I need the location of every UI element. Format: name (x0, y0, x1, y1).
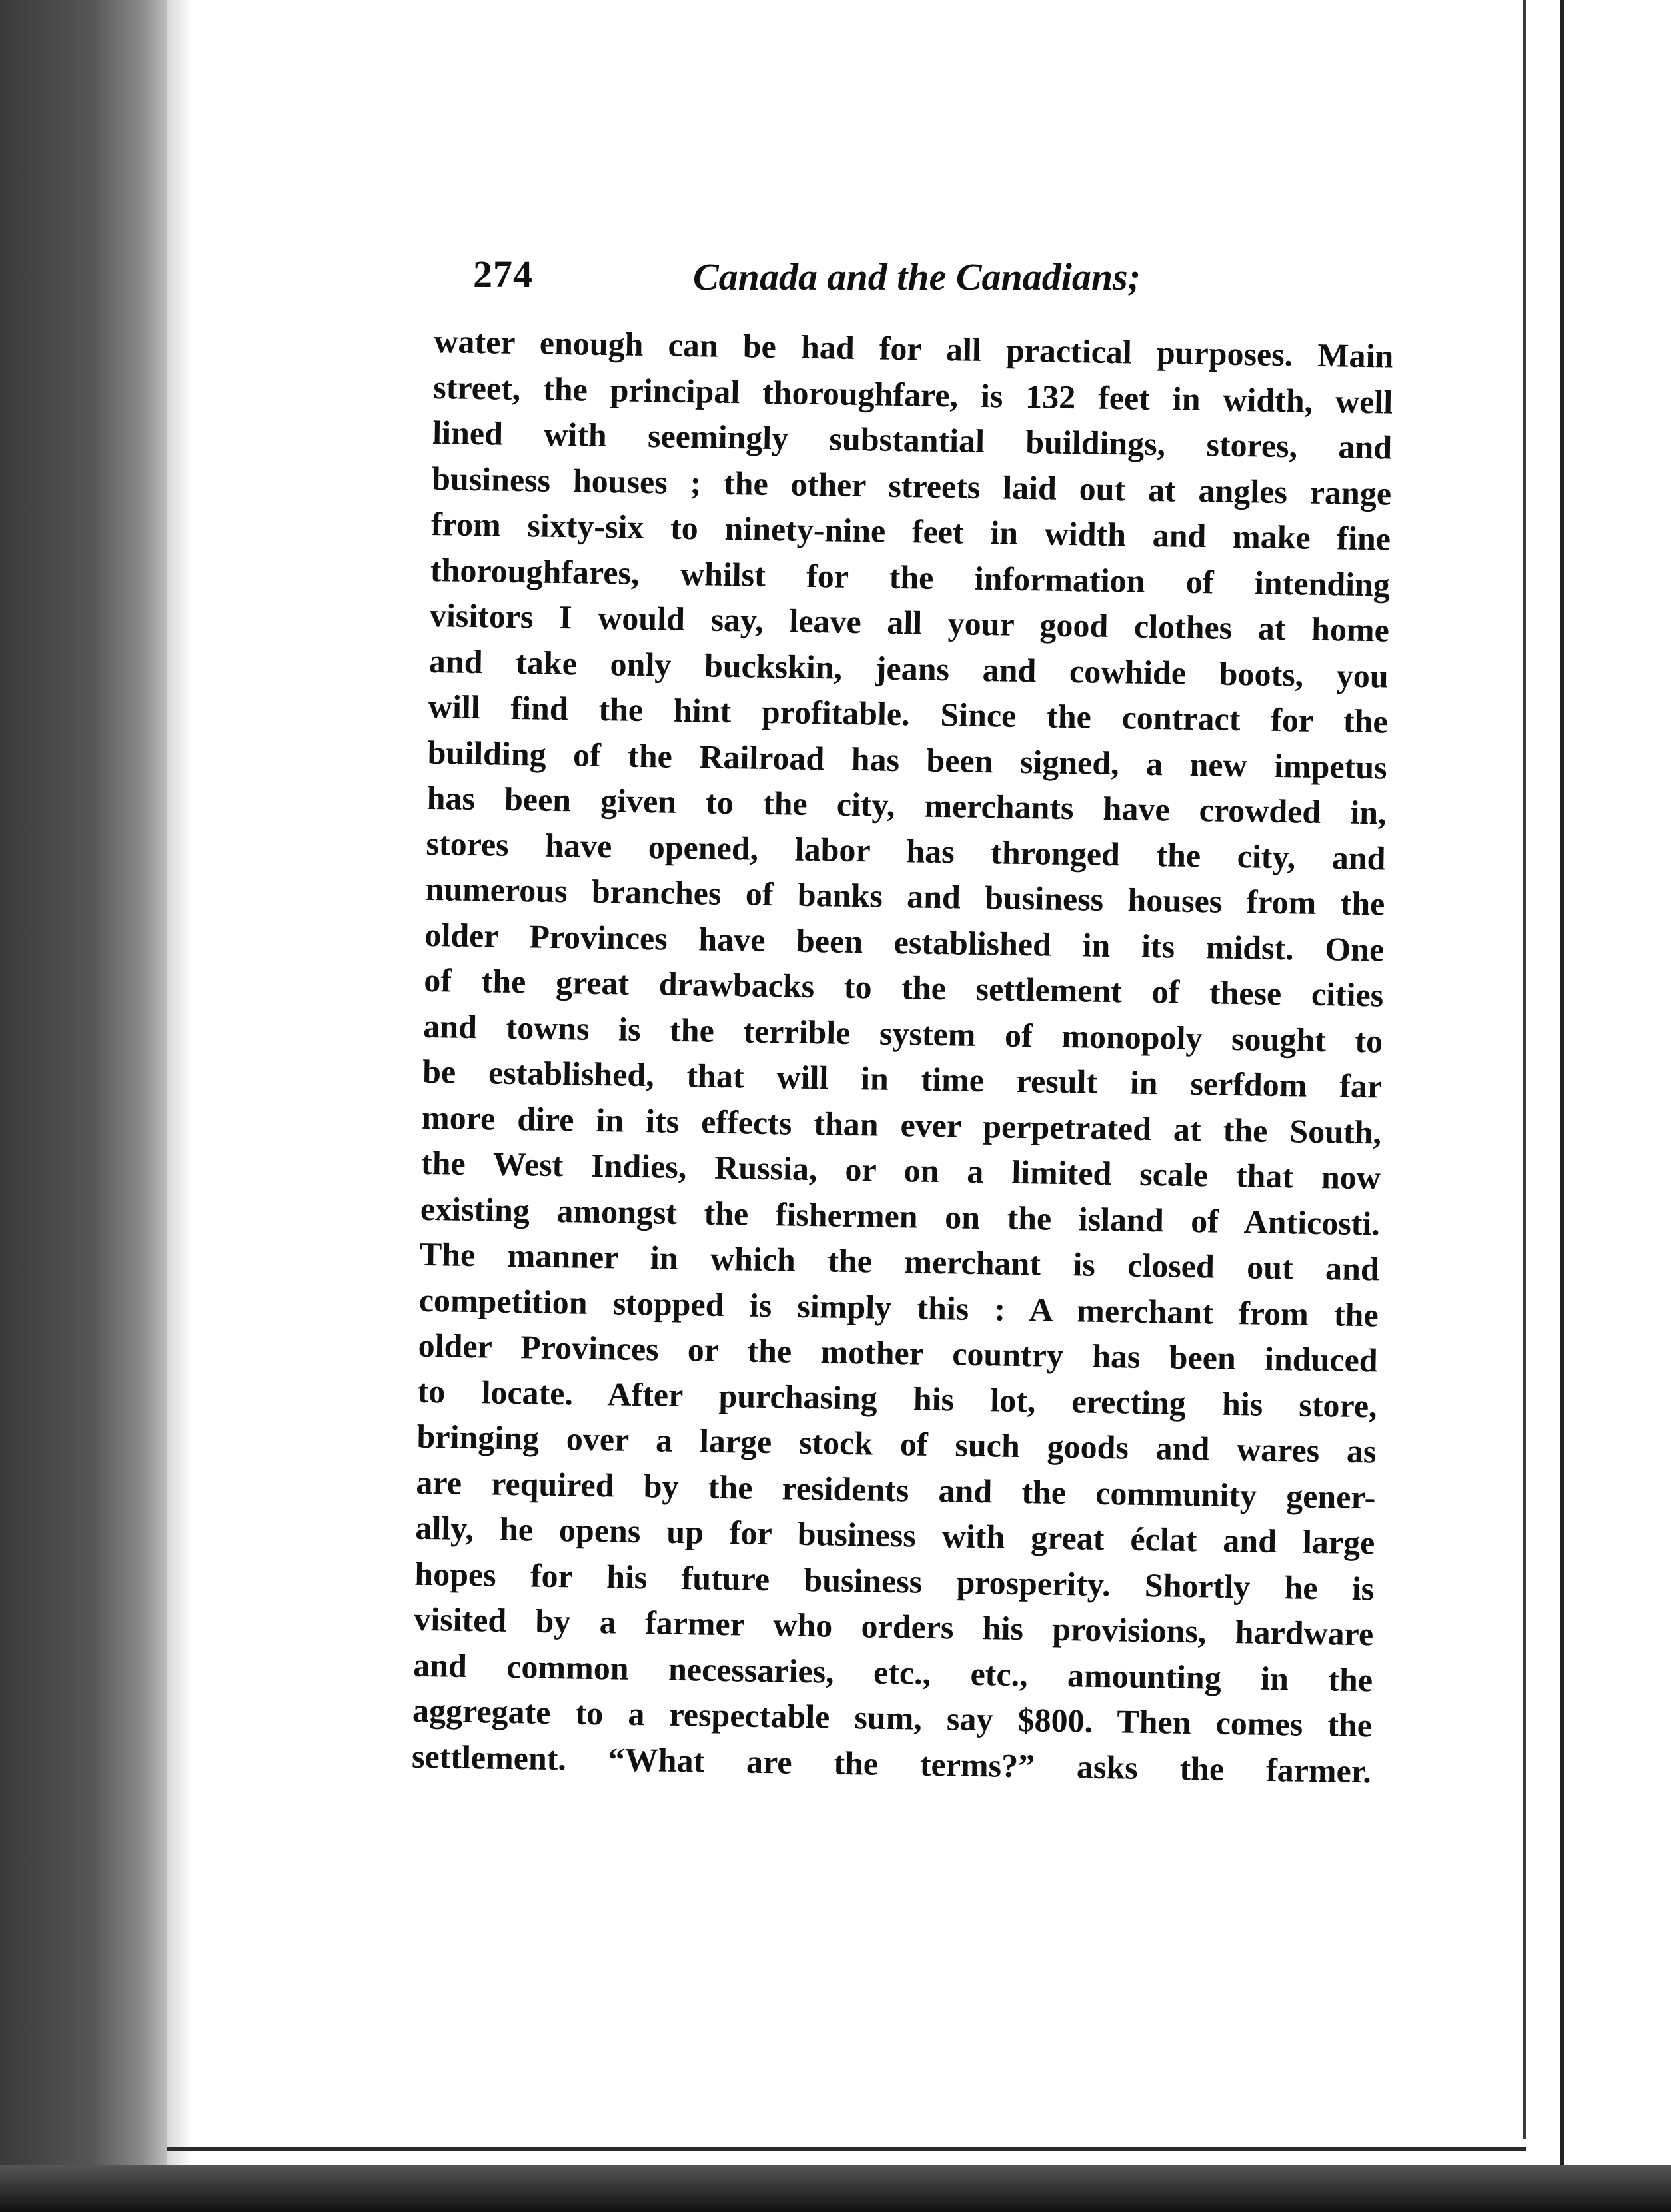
running-title: Canada and the Canadians; (693, 255, 1141, 298)
text-line: are required by the residents and the community gener- (416, 1463, 1376, 1516)
text-line: of the great drawbacks to the settlement of these cities (423, 961, 1384, 1014)
text-line: aggregate to a respectable sum, say $800. Then comes the (412, 1691, 1373, 1744)
text-line: and common necessaries, etc., etc., amounting in the (412, 1646, 1373, 1698)
text-line: existing amongst the fishermen on the island of Anticosti. (420, 1189, 1381, 1242)
text-line: settlement. “What are the terms?” asks the farmer. (411, 1737, 1372, 1790)
page-bottom-edge (167, 2147, 1526, 2151)
scan-background-left (0, 0, 167, 2212)
text-line: be established, that will in time result in serfdom far (422, 1052, 1383, 1105)
text-line: stores have opened, labor has thronged the city, and (426, 824, 1386, 877)
text-line: lined with seemingly substantial buildings, stores, and (432, 413, 1392, 466)
page-header (473, 252, 1419, 312)
body-text (412, 318, 1394, 1794)
text-line: and take only buckskin, jeans and cowhide boots, you (428, 642, 1389, 695)
text-line: to locate. After purchasing his lot, erecting his store, (417, 1372, 1377, 1424)
text-line: building of the Railroad has been signed, a new impetus (427, 733, 1388, 786)
text-line: older Provinces or the mother country has been induced (418, 1326, 1379, 1379)
text-line: bringing over a large stock of such goods and wares as (416, 1417, 1377, 1470)
text-line: ally, he opens up for business with great éclat and large (415, 1508, 1375, 1562)
text-line: competition stopped is simply this : A merchant from the (418, 1281, 1379, 1333)
text-line: more dire in its effects than ever perpetrated at the South, (421, 1098, 1382, 1151)
text-line: will find the hint profitable. Since the contract for the (428, 687, 1389, 740)
text-line: from sixty-six to ninety-nine feet in width and make fine (430, 504, 1391, 558)
text-line: visited by a farmer who orders his provisions, hardware (413, 1600, 1374, 1653)
text-line: The manner in which the merchant is closed out and (419, 1235, 1380, 1288)
text-line: water enough can be had for all practical purposes. Main (434, 322, 1394, 375)
text-line: thoroughfares, whilst for the information of intending (430, 550, 1391, 604)
page-edge-rule (1523, 0, 1526, 2139)
text-line: the West Indies, Russia, or on a limited scale that now (420, 1143, 1381, 1197)
page-number: 274 (473, 253, 533, 296)
text-line: hopes for his future business prosperity. Shortly he is (414, 1554, 1375, 1607)
text-line: visitors I would say, leave all your good clothes at home (429, 596, 1390, 649)
text-line: street, the principal thoroughfare, is 132 feet in width, well (432, 368, 1393, 421)
text-line: and towns is the terrible system of monopoly sought to (422, 1007, 1383, 1059)
page-gutter-shadow (167, 0, 193, 2212)
text-line: has been given to the city, merchants have crowded in, (426, 778, 1387, 831)
scan-edge-rule (1560, 0, 1564, 2212)
text-line: numerous branches of banks and business houses from the (425, 869, 1385, 923)
scan-background-bottom (0, 2165, 1671, 2212)
text-line: business houses ; the other streets laid out at angles range (431, 459, 1392, 512)
text-line: older Provinces have been established in its midst. One (424, 915, 1385, 969)
